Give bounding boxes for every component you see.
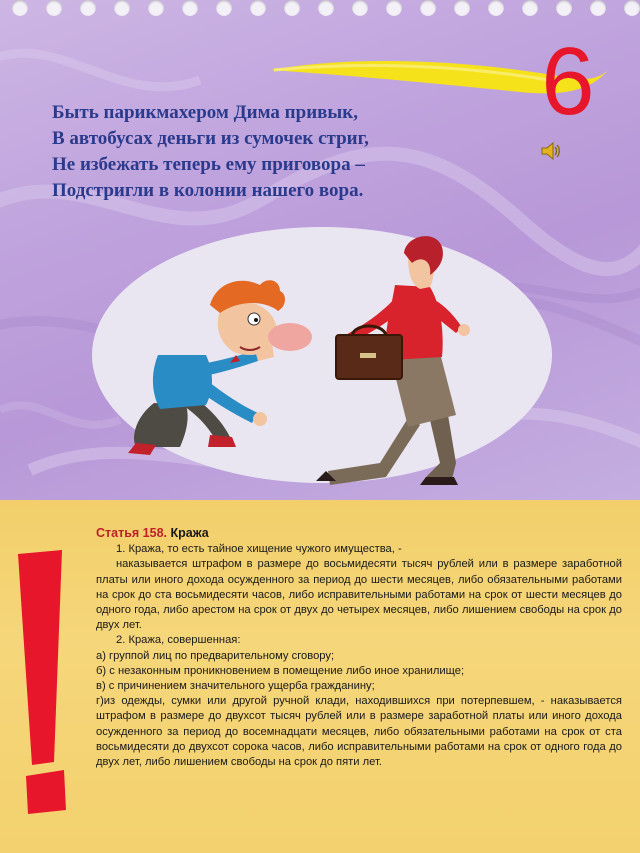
binding-hole	[420, 0, 436, 16]
binding-hole	[624, 0, 640, 16]
law-paragraph: б) с незаконным проникновением в помещение либо иное хранилище;	[96, 664, 465, 677]
binding-hole	[590, 0, 606, 16]
poem-line: Не избежать теперь ему приговора –	[52, 154, 365, 175]
poem	[52, 100, 492, 204]
binding-hole	[556, 0, 572, 16]
binding-hole	[12, 0, 28, 16]
binding-hole	[46, 0, 62, 16]
poem-line: В автобусах деньги из сумочек стриг,	[52, 128, 369, 149]
article-title: Кража	[170, 526, 209, 540]
law-paragraph: а) группой лиц по предварительному сговору;	[96, 649, 335, 662]
binding-hole	[284, 0, 300, 16]
speaker-icon[interactable]	[540, 140, 562, 162]
binding-hole	[114, 0, 130, 16]
binding-hole	[80, 0, 96, 16]
exclamation-mark-icon	[14, 550, 66, 765]
poem-line: Быть парикмахером Дима привык,	[52, 102, 358, 123]
article-heading	[96, 526, 622, 541]
binding-hole	[352, 0, 368, 16]
binding-hole	[148, 0, 164, 16]
binding-hole	[454, 0, 470, 16]
binding-hole	[250, 0, 266, 16]
binding-hole	[216, 0, 232, 16]
article-number: Статья 158.	[96, 526, 168, 540]
page-number: 6	[541, 28, 595, 135]
binding-hole	[182, 0, 198, 16]
exclamation-dot	[24, 770, 66, 814]
law-paragraph: 2. Кража, совершенная:	[116, 634, 241, 647]
spiral-binding	[0, 0, 640, 18]
poem-line: Подстригли в колонии нашего вора.	[52, 180, 364, 201]
binding-hole	[318, 0, 334, 16]
binding-hole	[488, 0, 504, 16]
law-paragraph: в) с причинением значительного ущерба гражданину;	[96, 680, 375, 693]
law-text	[96, 526, 622, 770]
binding-hole	[522, 0, 538, 16]
binding-hole	[386, 0, 402, 16]
law-paragraph: г)из одежды, сумки или другой ручной клади, находившихся при потерпевшем, - наказывается штрафом в размере до двухсот тысяч рублей или в размере заработной платы или иного дохода осужденного за период до восемнадцати месяцев, либо обязательными работами на срок от ста восьмидесяти до двухсот сорока часов, либо исправительными работами на срок от одного года до двух лет, либо лишением свободы на срок до пяти лет.	[96, 695, 622, 769]
thief-illustration	[90, 215, 560, 485]
law-paragraph: 1. Кража, то есть тайное хищение чужого имущества, -	[116, 543, 402, 556]
law-paragraph: наказывается штрафом в размере до восьмидесяти тысяч рублей или в размере заработной платы или иного дохода осужденного за период до шести месяцев, либо обязательными работами на срок до ста восьмидесяти часов, либо исправительными работами на срок от шести месяцев до одного года, либо арестом на срок от двух до четырех месяцев, либо лишением свободы на срок до двух лет.	[96, 558, 622, 632]
